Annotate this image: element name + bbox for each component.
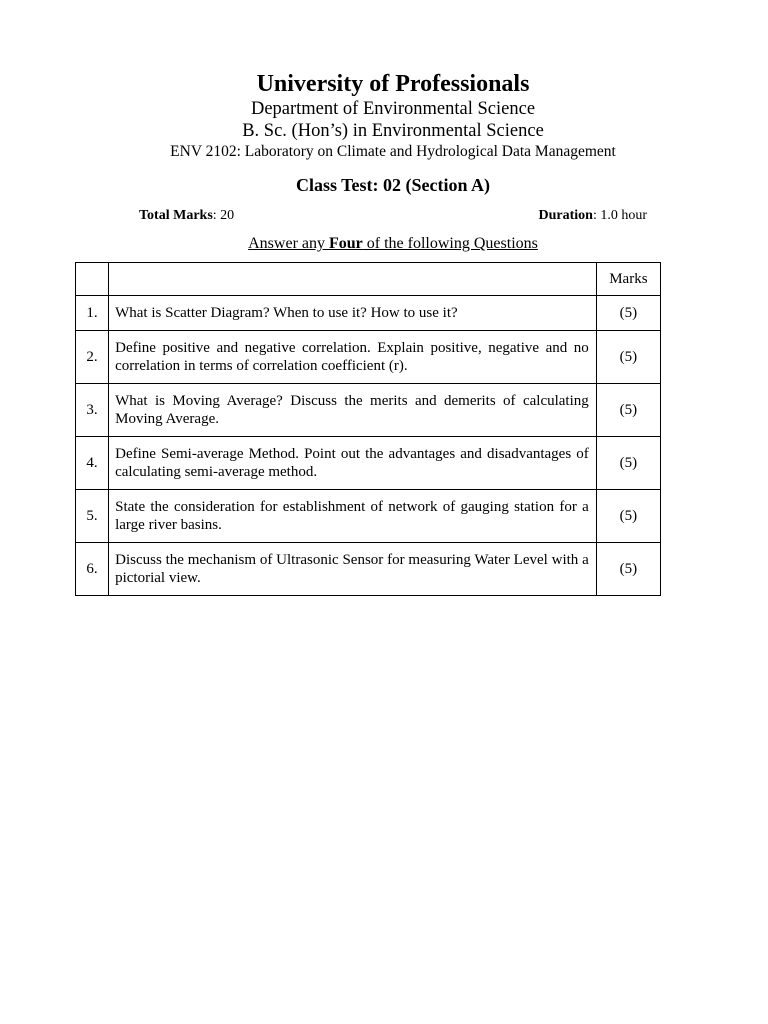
- total-marks-value: : 20: [212, 208, 235, 223]
- question-number: 5.: [76, 490, 109, 543]
- question-marks: (5): [596, 437, 660, 490]
- question-marks: (5): [596, 331, 660, 384]
- question-number: 3.: [76, 384, 109, 437]
- program-name: B. Sc. (Hon’s) in Environmental Science: [242, 121, 544, 141]
- header-question-cell: [109, 263, 597, 296]
- document-header: [0, 70, 768, 162]
- duration-value: : 1.0 hour: [592, 208, 647, 223]
- course-title: ENV 2102: Laboratory on Climate and Hydrological Data Management: [170, 143, 616, 160]
- question-marks: (5): [596, 384, 660, 437]
- table-row: [76, 437, 661, 490]
- question-marks: (5): [596, 490, 660, 543]
- department-name: Department of Environmental Science: [250, 99, 536, 119]
- university-name: University of Professionals: [256, 71, 530, 97]
- questions-table: [75, 262, 661, 596]
- instruction-suffix: of the following Questions: [362, 235, 538, 252]
- question-marks: (5): [596, 296, 660, 331]
- instruction-line: [0, 234, 768, 254]
- table-header-row: [76, 263, 661, 296]
- table-row: [76, 331, 661, 384]
- question-text: What is Scatter Diagram? When to use it? How to use it?: [109, 296, 597, 331]
- instruction-text: [248, 235, 538, 252]
- table-row: [76, 490, 661, 543]
- instruction-emphasis: Four: [329, 235, 363, 252]
- test-title: Class Test: 02 (Section A): [295, 175, 490, 195]
- duration: [538, 207, 647, 225]
- question-marks: (5): [596, 543, 660, 596]
- total-marks: [139, 207, 234, 225]
- question-text: What is Moving Average? Discuss the merits and demerits of calculating Moving Average.: [109, 384, 597, 437]
- table-row: [76, 384, 661, 437]
- question-text: Discuss the mechanism of Ultrasonic Sensor for measuring Water Level with a pictorial view.: [109, 543, 597, 596]
- table-row: [76, 296, 661, 331]
- question-number: 6.: [76, 543, 109, 596]
- table-row: [76, 543, 661, 596]
- duration-label: Duration: [538, 208, 593, 223]
- question-text: Define positive and negative correlation. Explain positive, negative and no correlation in terms of correlation coefficient (r).: [109, 331, 597, 384]
- instruction-prefix: Answer any: [248, 235, 329, 252]
- question-text: Define Semi-average Method. Point out the advantages and disadvantages of calculating semi-average method.: [109, 437, 597, 490]
- question-number: 2.: [76, 331, 109, 384]
- question-text: State the consideration for establishment of network of gauging station for a large river basins.: [109, 490, 597, 543]
- total-marks-label: Total Marks: [139, 208, 213, 223]
- header-no-cell: [76, 263, 109, 296]
- question-number: 1.: [76, 296, 109, 331]
- header-marks-cell: Marks: [596, 263, 660, 296]
- question-number: 4.: [76, 437, 109, 490]
